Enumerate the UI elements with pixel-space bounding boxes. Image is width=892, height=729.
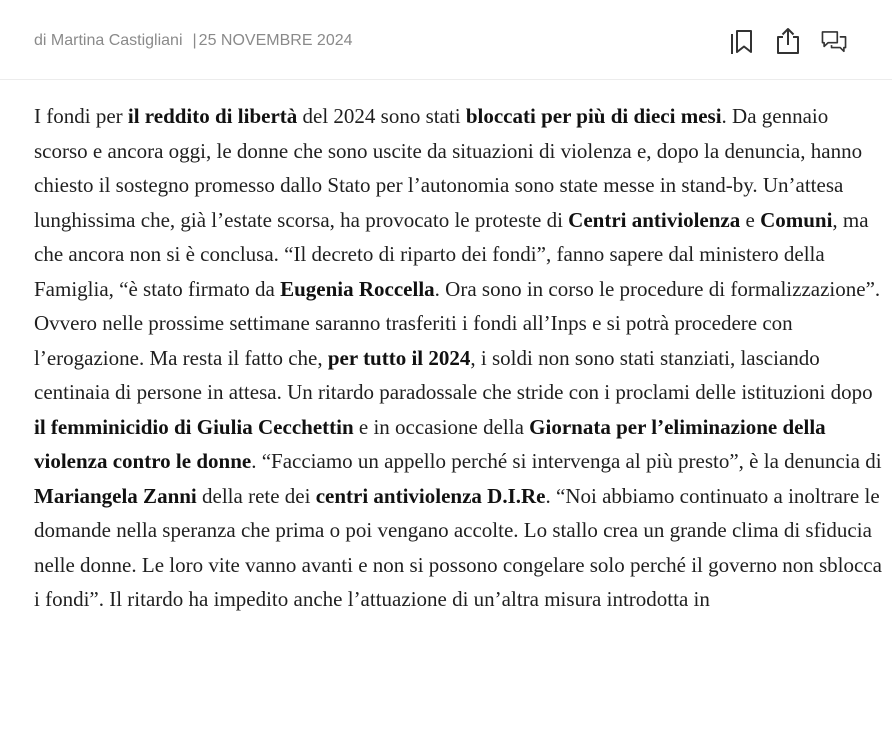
share-icon xyxy=(774,26,802,56)
article-text: . Da gennaio scorso e ancora oggi, le donne che sono uscite da situazioni di violenza e, dopo la denuncia, hanno chiesto il sostegno promesso dallo Stato per l’autonomia sono state messe in stand-by. Un’attesa lunghissima che, già l’estate scorsa, ha provocato le proteste di xyxy=(34,104,863,232)
article-meta-bar xyxy=(0,0,892,80)
article-text: della rete dei xyxy=(196,483,316,508)
article-bold-text: bloccati per più di dieci mesi xyxy=(465,104,722,128)
bookmark-icon xyxy=(729,27,755,55)
article-bold-text: Eugenia Roccella xyxy=(280,276,435,301)
article-bold-text: Centri antiviolenza xyxy=(568,207,741,232)
article-text: . Ora sono in corso le procedure di formalizzazione”. Ovvero nelle prossime settimane saranno trasferiti i fondi all’Inps e si potrà procedere con l’erogazione. Ma resta il fatto che, xyxy=(34,276,881,370)
article-bold-text: centri antiviolenza D.I.Re xyxy=(315,483,546,508)
article-body xyxy=(34,99,886,617)
article-text: I fondi per xyxy=(34,104,128,128)
comments-button[interactable] xyxy=(820,26,848,56)
share-button[interactable] xyxy=(774,26,802,56)
article-bold-text: Comuni xyxy=(760,207,833,232)
article-text: . “Facciamo un appello perché si intervenga al più presto”, è la denuncia di xyxy=(251,449,882,473)
article-text: e in occasione della xyxy=(353,414,530,439)
comments-icon xyxy=(820,26,848,56)
author-name[interactable]: di Martina Castigliani xyxy=(34,32,183,49)
article-actions xyxy=(728,26,848,56)
article-text: , i soldi non sono stati stanziati, lasciando centinaia di persone in attesa. Un ritardo paradossale che stride con i proclami delle istituzioni dopo xyxy=(34,345,873,404)
article-bold-text: il reddito di libertà xyxy=(127,104,298,128)
byline-separator: | xyxy=(192,32,197,49)
article-bold-text: il femminicidio di Giulia Cecchettin xyxy=(34,414,354,439)
article-text: del 2024 sono stati xyxy=(297,104,466,128)
article-bold-text: Giornata per l’eliminazione della violenza contro le donne xyxy=(34,414,826,473)
bookmark-button[interactable] xyxy=(728,26,756,56)
article-bold-text: per tutto il 2024 xyxy=(327,345,471,370)
article-text: e xyxy=(740,207,761,232)
article-bold-text: Mariangela Zanni xyxy=(34,483,197,508)
publish-date: 25 NOVEMBRE 2024 xyxy=(198,32,353,49)
article-text: . “Noi abbiamo continuato a inoltrare le domande nella speranza che prima o poi vengano accolte. Lo stallo crea un grande clima di sfiducia nelle donne. Le loro vite vanno avanti e non si possono congelare solo perché il governo non sblocca i fondi”. Il ritardo ha impedito anche l’attuazione di un’altra misura introdotta in xyxy=(34,483,882,611)
byline xyxy=(34,31,353,51)
article-text: , ma che ancora non si è conclusa. “Il decreto di riparto dei fondi”, fanno sapere dal ministero della Famiglia, “è stato firmato da xyxy=(34,207,869,301)
